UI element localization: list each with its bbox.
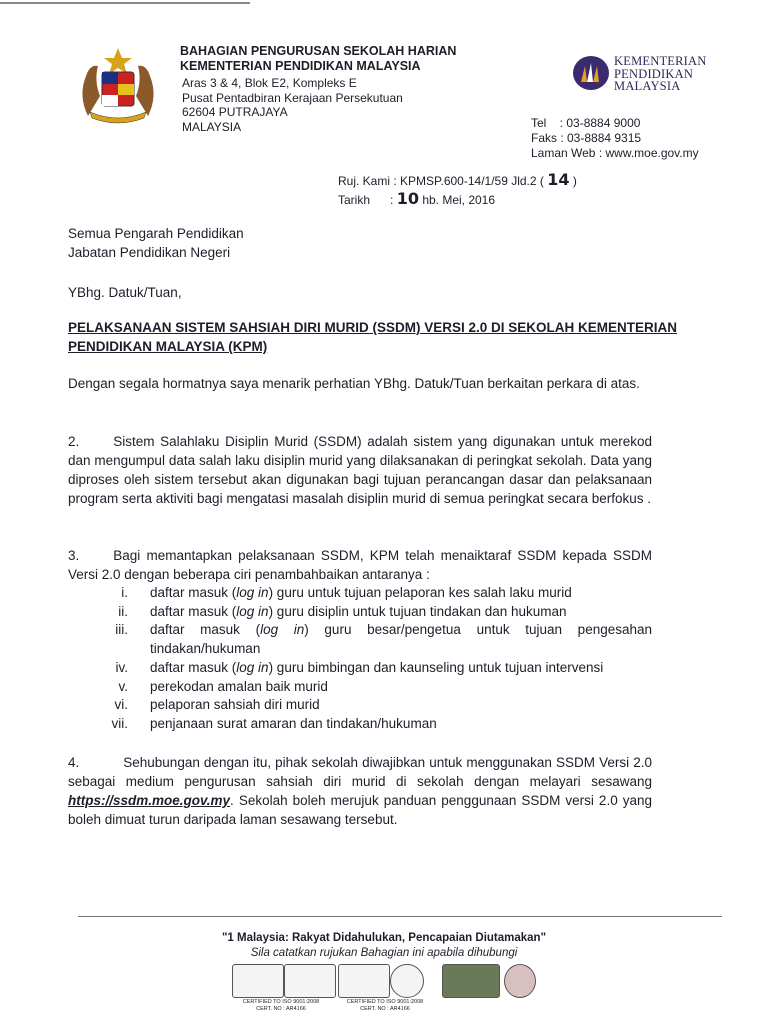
- list-number: v.: [118, 678, 128, 694]
- agency-title: [180, 44, 456, 74]
- moe-name-line: MALAYSIA: [614, 79, 681, 93]
- address-line: Aras 3 & 4, Blok E2, Kompleks E: [182, 76, 357, 90]
- cert-caption-2: [340, 999, 430, 1012]
- cert-line: CERT. NO : AR4166: [360, 1005, 410, 1012]
- paragraph-text: Bagi memantapkan pelaksanaan SSDM, KPM telah menaiktaraf SSDM kepada SSDM Versi 2.0 dengan beberapa ciri penambahbaikan antaranya :: [68, 548, 652, 582]
- list-item: [68, 659, 652, 678]
- contact-block: [531, 116, 699, 161]
- recipient-line: Jabatan Pendidikan Negeri: [68, 245, 231, 260]
- list-text: ) guru untuk tujuan pelaporan kes salah laku murid: [268, 585, 572, 600]
- list-italic: log in: [236, 659, 269, 675]
- list-italic: log in: [260, 622, 305, 638]
- list-text: perekodan amalan baik murid: [150, 678, 328, 694]
- award-seal-icon: [504, 964, 536, 998]
- reference-number: KPMSP.600-14/1/59 Jld.2 (: [400, 174, 544, 188]
- moe-name-line: PENDIDIKAN: [614, 66, 694, 81]
- moe-name-line: KEMENTERIAN: [614, 54, 707, 68]
- reference-close: ): [569, 174, 577, 188]
- address-line: Pusat Pentadbiran Kerajaan Persekutuan: [182, 90, 403, 105]
- paragraph-text: Sistem Salahlaku Disiplin Murid (SSDM) adalah sistem yang digunakan untuk merekod dan mengumpul data salah laku disiplin murid yang dilaksanakan di peringkat sekolah. Data yang diproses oleh sistem tersebut akan digunakan bagi tujuan perancangan dasar dan pelaksanaan program serta aktiviti bagi mengatasi masalah disiplin murid di semua peringkat secara berfokus .: [68, 434, 652, 506]
- list-text: daftar masuk (: [150, 585, 237, 600]
- certification-badge-icon: [284, 964, 336, 998]
- list-text: penjanaan surat amaran dan tindakan/hukuman: [150, 715, 437, 731]
- malaysia-coat-of-arms-icon: [68, 46, 168, 124]
- quality-system-badge-icon: [338, 964, 390, 998]
- footer-slogan: "1 Malaysia: Rakyat Didahulukan, Pencapaian Diutamakan": [221, 932, 547, 944]
- agency-address: [182, 76, 403, 134]
- paragraph-number: 2.: [68, 434, 80, 449]
- list-number: iii.: [115, 622, 128, 638]
- cert-line: CERTIFIED TO ISO 9001:2008: [346, 999, 424, 1005]
- paragraph-3: [68, 546, 652, 584]
- list-item: [68, 603, 652, 622]
- paragraph-2: [68, 432, 652, 508]
- list-text: ) guru besar/pengetua untuk tujuan pengesahan tindakan/hukuman: [150, 622, 653, 657]
- feature-list: [68, 584, 652, 734]
- list-italic: log in: [236, 585, 269, 600]
- paragraph-number: 3.: [68, 548, 80, 563]
- list-item: [68, 678, 652, 697]
- cert-line: CERTIFIED TO ISO 9001:2008: [242, 999, 320, 1005]
- salutation: YBhg. Datuk/Tuan,: [68, 285, 182, 300]
- list-item: [68, 715, 652, 734]
- phone-line: Tel : 03-8884 9000: [531, 116, 641, 130]
- date-label: Tarikh :: [338, 193, 394, 207]
- moe-name: [614, 55, 706, 93]
- quality-system-badge-icon: [232, 964, 284, 998]
- date-line: [338, 190, 577, 209]
- list-text: ) guru disiplin untuk tujuan tindakan dan hukuman: [268, 603, 567, 619]
- handwritten-day: 10: [396, 189, 419, 208]
- list-italic: log in: [236, 603, 269, 619]
- paragraph-1: Dengan segala hormatnya saya menarik perhatian YBhg. Datuk/Tuan berkaitan perkara di atas.: [68, 376, 640, 391]
- certification-seal-icon: [390, 964, 424, 998]
- date-value: hb. Mei, 2016: [422, 193, 496, 207]
- list-text: ) guru bimbingan dan kaunseling untuk tujuan intervensi: [268, 659, 604, 675]
- cert-line: CERT. NO : AR4166: [256, 1005, 306, 1012]
- reference-label: Ruj. Kami :: [338, 174, 397, 188]
- list-item: [68, 696, 652, 715]
- paragraph-text: . Sekolah boleh merujuk panduan penggunaan SSDM versi 2.0 yang boleh dimuat turun daripada laman sesawang tersebut.: [68, 793, 652, 827]
- agency-line-2: KEMENTERIAN PENDIDIKAN MALAYSIA: [180, 59, 421, 73]
- paragraph-number: 4.: [68, 755, 80, 770]
- letter-subject: PELAKSANAAN SISTEM SAHSIAH DIRI MURID (SSDM) VERSI 2.0 DI SEKOLAH KEMENTERIAN PENDIDIKAN MALAYSIA (KPM): [68, 320, 678, 354]
- list-text: daftar masuk (: [150, 659, 237, 675]
- ssdm-website-link[interactable]: https://ssdm.moe.gov.my: [68, 793, 231, 808]
- address-line: MALAYSIA: [182, 119, 242, 134]
- moe-logo-icon: [572, 54, 610, 92]
- paragraph-4: [68, 753, 652, 829]
- scan-edge-line: [0, 2, 250, 4]
- reference-line: [338, 171, 577, 190]
- list-text: daftar masuk (: [150, 603, 237, 619]
- handwritten-number: 14: [547, 170, 570, 189]
- paragraph-text: Sehubungan dengan itu, pihak sekolah diwajibkan untuk menggunakan SSDM Versi 2.0 sebagai medium pengurusan sahsiah diri murid di sekolah dengan melayari sesawang: [68, 755, 652, 789]
- footer-divider: [78, 916, 722, 917]
- award-badge-icon: [442, 964, 500, 998]
- fax-line: Faks : 03-8884 9315: [531, 131, 642, 145]
- recipient-line: Semua Pengarah Pendidikan: [68, 226, 244, 241]
- list-item: [68, 621, 652, 658]
- list-number: i.: [121, 585, 128, 600]
- reference-block: [338, 171, 577, 209]
- list-item: [68, 584, 652, 603]
- recipient-block: [68, 224, 244, 262]
- list-number: vii.: [111, 715, 128, 731]
- footer-note: Sila catatkan rujukan Bahagian ini apabila dihubungi: [250, 947, 518, 959]
- list-number: vi.: [114, 697, 128, 713]
- list-number: ii.: [118, 603, 128, 619]
- address-line: 62604 PUTRAJAYA: [182, 105, 288, 119]
- list-text: daftar masuk (: [150, 622, 261, 638]
- cert-caption-1: [236, 999, 326, 1012]
- agency-line-1: BAHAGIAN PENGURUSAN SEKOLAH HARIAN: [180, 44, 457, 58]
- list-number: iv.: [115, 659, 128, 675]
- list-text: pelaporan sahsiah diri murid: [150, 697, 320, 713]
- website-line: Laman Web : www.moe.gov.my: [531, 146, 699, 160]
